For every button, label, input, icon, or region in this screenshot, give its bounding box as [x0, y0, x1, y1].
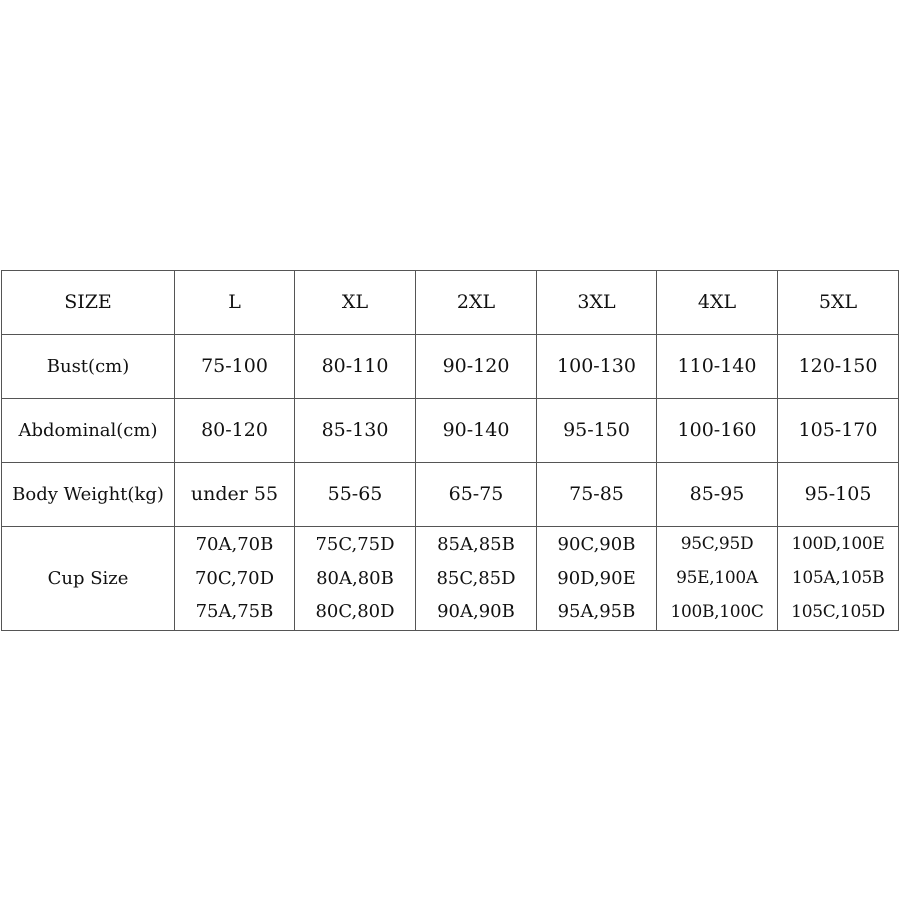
table-cell: 120-150 — [778, 335, 899, 399]
cup-value: 95C,95D — [680, 534, 754, 554]
header-cell: 2XL — [416, 271, 537, 335]
header-cell: 4XL — [657, 271, 778, 335]
header-cell: 5XL — [778, 271, 899, 335]
cup-value: 80A,80B — [316, 567, 394, 589]
table-cell: under 55 — [175, 463, 295, 527]
cup-value: 75A,75B — [195, 601, 274, 622]
row-label: Body Weight(kg) — [2, 463, 175, 527]
table-cell: 80-110 — [295, 335, 416, 399]
cup-cell-2xl — [416, 527, 537, 631]
table-cell: 75-85 — [537, 463, 657, 527]
table-cell: 75-100 — [175, 335, 295, 399]
cup-list — [416, 536, 536, 621]
cup-list — [295, 536, 415, 621]
header-cell: XL — [295, 271, 416, 335]
size-chart-table — [1, 270, 899, 631]
table-row-cup-size — [2, 527, 899, 631]
table-cell: 85-95 — [657, 463, 778, 527]
table-row-body-weight — [2, 463, 899, 527]
cup-value: 75C,75D — [315, 534, 395, 555]
cup-value: 90C,90B — [557, 534, 636, 555]
table-cell: 95-105 — [778, 463, 899, 527]
cup-value: 100D,100E — [791, 534, 885, 554]
table-cell: 80-120 — [175, 399, 295, 463]
cup-cell-4xl — [657, 527, 778, 631]
cup-value: 70C,70D — [194, 567, 275, 589]
cup-list — [537, 536, 656, 621]
table-cell: 105-170 — [778, 399, 899, 463]
table-cell: 65-75 — [416, 463, 537, 527]
table-row-bust — [2, 335, 899, 399]
header-cell: SIZE — [2, 271, 175, 335]
cup-value: 85C,85D — [436, 567, 516, 589]
cup-list — [175, 536, 294, 621]
cup-value: 95A,95B — [557, 601, 636, 622]
table-cell: 90-140 — [416, 399, 537, 463]
cup-value: 100B,100C — [670, 602, 764, 622]
cup-value: 90A,90B — [437, 601, 515, 622]
table-cell: 55-65 — [295, 463, 416, 527]
cup-list — [657, 536, 777, 621]
table-cell: 110-140 — [657, 335, 778, 399]
row-label: Abdominal(cm) — [2, 399, 175, 463]
row-label: Bust(cm) — [2, 335, 175, 399]
cup-cell-5xl — [778, 527, 899, 631]
table-row-abdominal — [2, 399, 899, 463]
header-row — [2, 271, 899, 335]
cup-value: 90D,90E — [557, 567, 636, 589]
cup-cell-xl — [295, 527, 416, 631]
row-label: Cup Size — [2, 527, 175, 631]
header-cell: 3XL — [537, 271, 657, 335]
table-cell: 100-160 — [657, 399, 778, 463]
header-cell: L — [175, 271, 295, 335]
cup-cell-l — [175, 527, 295, 631]
table-cell: 85-130 — [295, 399, 416, 463]
cup-value: 85A,85B — [437, 534, 515, 555]
table-cell: 95-150 — [537, 399, 657, 463]
cup-list — [778, 536, 898, 621]
cup-cell-3xl — [537, 527, 657, 631]
cup-value: 105A,105B — [791, 568, 885, 588]
cup-value: 105C,105D — [791, 602, 885, 622]
table-cell: 100-130 — [537, 335, 657, 399]
cup-value: 70A,70B — [195, 534, 274, 555]
cup-value: 80C,80D — [315, 601, 395, 622]
cup-value: 95E,100A — [676, 568, 758, 588]
table-cell: 90-120 — [416, 335, 537, 399]
